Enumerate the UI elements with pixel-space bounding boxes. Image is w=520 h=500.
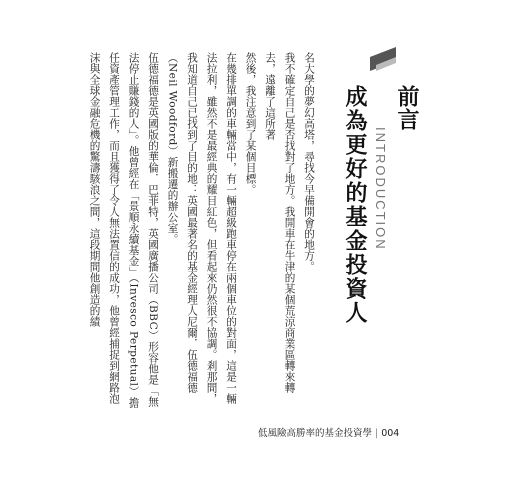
paragraph: 然後，我注意到了某個目標。 — [244, 52, 257, 195]
chapter-title: 成為更好的基金投資人 — [342, 85, 367, 325]
paragraph: 伍德福德是英國版的華倫．巴菲特，英國廣播公司（BBC）形容他是「無法停止賺錢的人」。他曾經在「景順永續基金」（Invesco Perpetual）擔任資產管理工作，而且獲得了令人無法置信的成功，他曾經捕捉到網路泡沫與全球金融危機的驚濤駭浪之間，這段期間他創造的績 — [88, 52, 159, 409]
footer-separator: | — [375, 428, 379, 439]
paragraph: 在幾排單調的車輛當中，有一輛超級跑車停在兩個車位的對面，這是一輛法拉利，雖然不是最經典的耀目紅色，但看起來仍然很不協調。剎那間，我知道自己已找到了目的地：英國最著名的基金經理人尼爾．伍德福德（Neil Woodford）新搬遷的辦公室。 — [166, 52, 237, 404]
book-title: 低風險高勝率的基金投資學 — [258, 428, 373, 439]
body-text — [88, 52, 318, 414]
page-footer — [258, 425, 399, 439]
slash-decoration-icon — [370, 47, 396, 77]
chapter-english-label: INTRODUCTION — [373, 127, 388, 251]
page-number: 004 — [381, 428, 400, 439]
chapter-label: 前言 — [394, 85, 419, 131]
paragraph: 名大學的夢幻高塔，尋找今早備開會的地方。 — [303, 52, 315, 272]
chapter-heading — [342, 85, 418, 385]
paragraph: 我不確定自己是否找對了地方。我開車在牛津的某個荒涼商業區轉來轉去，遠離了這所著 — [264, 52, 296, 393]
